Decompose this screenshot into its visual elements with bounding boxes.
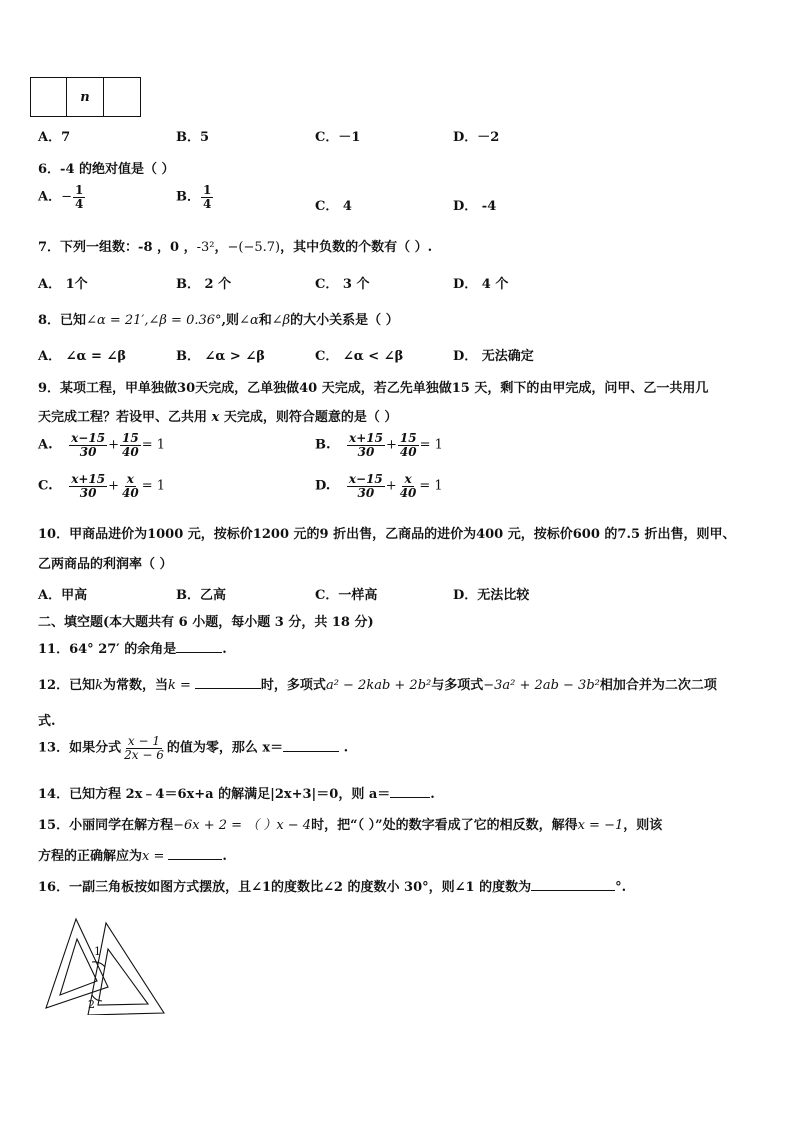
fraction: $\frac{15}{40}$ <box>399 431 417 459</box>
q10-option-b: B．乙高 <box>176 588 226 603</box>
fraction: $\frac{1}{4}$ <box>75 183 84 211</box>
q9-option-c: C. $\frac{x+15}{30}$ + $\frac{x}{40}$ = 1 <box>38 472 166 500</box>
q5-option-d: D．－2 <box>453 130 500 145</box>
question-15: 15．小丽同学在解方程−6x + 2 = （ ）x − 4时，把“（ ）”处的数字看成了它的相反数，解得x = −1，则该 <box>38 818 663 833</box>
answer-blank[interactable] <box>195 688 261 689</box>
fraction: $\frac{x-15}{30}$ <box>348 472 383 500</box>
table-cell: n <box>66 77 104 117</box>
q8-option-d: D． 无法确定 <box>453 349 534 364</box>
question-15-line2: 方程的正确解应为x = . <box>38 849 227 864</box>
q9-option-b: B. $\frac{x+15}{30}$ + $\frac{15}{40}$ = 1 <box>315 431 443 459</box>
q8-option-c: C． ∠α < ∠β <box>315 349 404 364</box>
fraction: $\frac{x}{40}$ <box>399 472 417 500</box>
left-triangle-outer <box>46 919 108 1008</box>
question-9-line1: 9．某项工程，甲单独做30天完成，乙单独做40 天完成，若乙先单独做15 天，剩下的由甲完成，问甲、乙一共用几 <box>38 381 709 396</box>
fraction: $\frac{x-15}{30}$ <box>71 431 106 459</box>
q5-option-c: C．－1 <box>315 130 361 145</box>
q8-option-b: B． ∠α > ∠β <box>176 349 265 364</box>
q10-option-d: D．无法比较 <box>453 588 530 603</box>
q6-option-d: D． -4 <box>453 199 497 214</box>
question-10-line2: 乙两商品的利润率（ ） <box>38 557 173 572</box>
q10-option-a: A．甲高 <box>38 588 88 603</box>
fraction: $\frac{x+15}{30}$ <box>349 431 383 459</box>
section-title: 二、填空题(本大题共有 6 小题，每小题 3 分，共 18 分) <box>38 615 374 630</box>
question-12: 12．已知k为常数，当k = 时，多项式a² − 2kab + 2b²与多项式−3a² + 2ab − 3b²相加合并为二次二项 <box>38 678 717 693</box>
angle-label-1: 1 <box>94 945 101 958</box>
q7-option-c: C． 3 个 <box>315 277 370 292</box>
q9-option-d: D. $\frac{x-15}{30}$ + $\frac{x}{40}$ = 1 <box>315 472 443 500</box>
answer-blank[interactable] <box>390 797 430 798</box>
q7-option-a: A． 1个 <box>38 277 88 292</box>
q7-option-b: B． 2 个 <box>176 277 232 292</box>
question-6: 6．-4 的绝对值是（ ） <box>38 162 175 177</box>
q6-option-c: C． 4 <box>315 199 352 214</box>
fraction: $\frac{x - 1}{2x - 6}$ <box>124 734 164 762</box>
q9-option-a: A. $\frac{x-15}{30}$ + $\frac{15}{40}$ = 1 <box>38 431 165 459</box>
q5-option-a: A．7 <box>38 130 71 145</box>
question-13: 13．如果分式 $\frac{x - 1}{2x - 6}$ 的值为零，那么 x＝ . <box>38 734 349 762</box>
fraction: $\frac{x}{40}$ <box>122 472 139 500</box>
answer-blank[interactable] <box>176 652 222 653</box>
fraction: $\frac{x+15}{30}$ <box>71 472 106 500</box>
answer-blank[interactable] <box>168 859 222 860</box>
question-11: 11．64° 27′ 的余角是 . <box>38 642 227 657</box>
table-cell <box>103 77 141 117</box>
q6-option-b: B． $\frac{1}{4}$ <box>176 183 212 211</box>
question-16: 16．一副三角板按如图方式摆放，且∠1的度数比∠2 的度数小 30°，则∠1 的度数为 °. <box>38 880 627 895</box>
q10-option-c: C．一样高 <box>315 588 378 603</box>
question-12-line2: 式. <box>38 714 56 729</box>
table-cell <box>30 77 67 117</box>
question-10-line1: 10．甲商品进价为1000 元，按标价1200 元的9 折出售，乙商品的进价为400 元，按标价600 的7.5 折出售，则甲、 <box>38 527 736 542</box>
question-7: 7．下列一组数：-8 ，0 ，-3²，−(−5.7)，其中负数的个数有（ ）. <box>38 240 433 255</box>
question-8: 8．已知∠α = 21′,∠β = 0.36°,则∠α和∠β的大小关系是（ ） <box>38 313 399 328</box>
set-squares-figure <box>40 915 170 1015</box>
fraction: $\frac{15}{40}$ <box>121 431 139 459</box>
question-9-line2: 天完成工程？若设甲、乙共用 x 天完成，则符合题意的是（ ） <box>38 410 398 425</box>
question-14: 14．已知方程 2x﹣4＝6x+a 的解满足|2x+3|＝0，则 a＝ . <box>38 787 435 802</box>
left-triangle-inner <box>60 939 97 995</box>
angle-label-2: 2 <box>88 998 95 1011</box>
q7-option-d: D． 4 个 <box>453 277 509 292</box>
q8-option-a: A． ∠α = ∠β <box>38 349 126 364</box>
answer-blank[interactable] <box>283 751 339 752</box>
q5-option-b: B．5 <box>176 130 210 145</box>
q6-option-a: A．− $\frac{1}{4}$ <box>38 183 84 211</box>
answer-blank[interactable] <box>531 890 615 891</box>
fraction: $\frac{1}{4}$ <box>203 183 212 211</box>
